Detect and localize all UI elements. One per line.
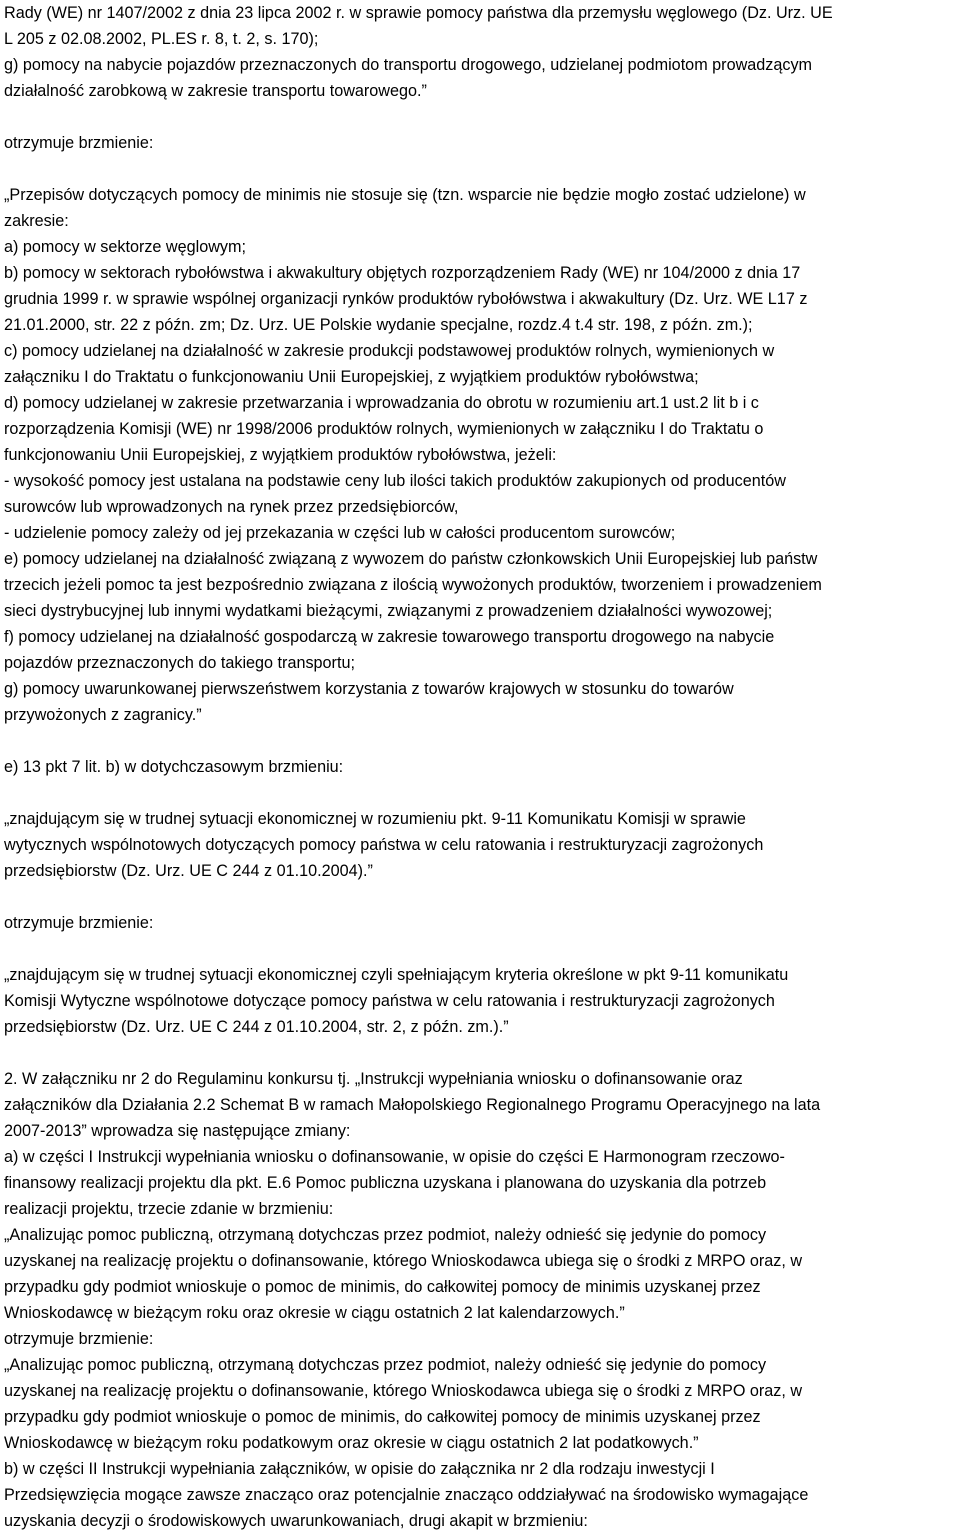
text-line: przedsiębiorstw (Dz. Urz. UE C 244 z 01.10.2004).”	[4, 862, 373, 880]
text-block	[4, 962, 952, 1040]
paragraph-spacer	[4, 884, 952, 910]
text-line: załączniku I do Traktatu o funkcjonowaniu Unii Europejskiej, z wyjątkiem produktów rybołówstwa;	[4, 368, 699, 386]
text-line: przypadku gdy podmiot wnioskuje o pomoc de minimis, do całkowitej pomocy de minimis uzyskanej przez	[4, 1408, 761, 1426]
text-line: rozporządzenia Komisji (WE) nr 1998/2006 produktów rolnych, wymienionych w załączniku I do Traktatu o	[4, 420, 764, 438]
text-line: g) pomocy na nabycie pojazdów przeznaczonych do transportu drogowego, udzielanej podmiotom prowadzącym	[4, 56, 813, 74]
text-line: uzyskanej na realizację projektu o dofinansowanie, którego Wnioskodawca ubiega się o środki z MRPO oraz, w	[4, 1252, 803, 1270]
text-line: 2007-2013” wprowadza się następujące zmiany:	[4, 1122, 351, 1140]
text-line: a) pomocy w sektorze węglowym;	[4, 238, 246, 256]
text-block	[4, 1066, 952, 1534]
paragraph-spacer	[4, 1040, 952, 1066]
text-line: surowców lub wprowadzonych na rynek przez przedsiębiorców,	[4, 498, 459, 516]
text-line: c) pomocy udzielanej na działalność w zakresie produkcji podstawowej produktów rolnych, wymienionych w	[4, 342, 775, 360]
text-block	[4, 806, 952, 884]
text-block	[4, 754, 952, 780]
text-line: b) w części II Instrukcji wypełniania załączników, w opisie do załącznika nr 2 dla rodzaju inwestycji I	[4, 1460, 715, 1478]
text-line: sieci dystrybucyjnej lub innymi wydatkami bieżącymi, związanymi z prowadzeniem działalności wywozowej;	[4, 602, 773, 620]
text-line: a) w części I Instrukcji wypełniania wniosku o dofinansowanie, w opisie do części E Harmonogram rzeczowo-	[4, 1148, 785, 1166]
text-block	[4, 910, 952, 936]
text-line: „Analizując pomoc publiczną, otrzymaną dotychczas przez podmiot, należy odnieść się jedynie do pomocy	[4, 1356, 767, 1374]
paragraph-spacer	[4, 936, 952, 962]
text-line: e) pomocy udzielanej na działalność związaną z wywozem do państw członkowskich Unii Europejskiej lub państw	[4, 550, 818, 568]
text-line: otrzymuje brzmienie:	[4, 1330, 154, 1348]
text-line: Wnioskodawcę w bieżącym roku oraz okresie w ciągu ostatnich 2 lat kalendarzowych.”	[4, 1304, 625, 1322]
text-line: g) pomocy uwarunkowanej pierwszeństwem korzystania z towarów krajowych w stosunku do towarów	[4, 680, 734, 698]
text-line: wytycznych wspólnotowych dotyczących pomocy państwa w celu ratowania i restrukturyzacji zagrożonych	[4, 836, 764, 854]
text-line: - wysokość pomocy jest ustalana na podstawie ceny lub ilości takich produktów zakupionych od producentów	[4, 472, 786, 490]
text-line: pojazdów przeznaczonych do takiego transportu;	[4, 654, 355, 672]
text-line: - udzielenie pomocy zależy od jej przekazania w części lub w całości producentom surowców;	[4, 524, 676, 542]
text-line: załączników dla Działania 2.2 Schemat B w ramach Małopolskiego Regionalnego Programu Operacyjnego na lata	[4, 1096, 821, 1114]
text-line: Rady (WE) nr 1407/2002 z dnia 23 lipca 2002 r. w sprawie pomocy państwa dla przemysłu węglowego (Dz. Urz. UE	[4, 4, 833, 22]
text-line: Przedsięwzięcia mogące zawsze znacząco oraz potencjalnie znacząco oddziaływać na środowisko wymagające	[4, 1486, 809, 1504]
text-line: „znajdującym się w trudnej sytuacji ekonomicznej czyli spełniającym kryteria określone w pkt 9-11 komunikatu	[4, 966, 789, 984]
text-line: uzyskania decyzji o środowiskowych uwarunkowaniach, drugi akapit w brzmieniu:	[4, 1512, 588, 1530]
text-block	[4, 130, 952, 156]
text-line: L 205 z 02.08.2002, PL.ES r. 8, t. 2, s. 170);	[4, 30, 319, 48]
text-block	[4, 182, 952, 728]
text-line: funkcjonowaniu Unii Europejskiej, z wyjątkiem produktów rybołówstwa, jeżeli:	[4, 446, 557, 464]
text-line: otrzymuje brzmienie:	[4, 134, 154, 152]
text-line: 2. W załączniku nr 2 do Regulaminu konkursu tj. „Instrukcji wypełniania wniosku o dofinansowanie oraz	[4, 1070, 743, 1088]
text-line: zakresie:	[4, 212, 69, 230]
text-line: przywożonych z zagranicy.”	[4, 706, 202, 724]
text-line: „Przepisów dotyczących pomocy de minimis nie stosuje się (tzn. wsparcie nie będzie mogło zostać udzielone) w	[4, 186, 806, 204]
text-line: otrzymuje brzmienie:	[4, 914, 154, 932]
text-line: przedsiębiorstw (Dz. Urz. UE C 244 z 01.10.2004, str. 2, z późn. zm.).”	[4, 1018, 509, 1036]
text-line: realizacji projektu, trzecie zdanie w brzmieniu:	[4, 1200, 334, 1218]
paragraph-spacer	[4, 780, 952, 806]
text-line: d) pomocy udzielanej w zakresie przetwarzania i wprowadzania do obrotu w rozumieniu art.1 ust.2 lit b i c	[4, 394, 759, 412]
text-line: „znajdującym się w trudnej sytuacji ekonomicznej w rozumieniu pkt. 9-11 Komunikatu Komisji w sprawie	[4, 810, 746, 828]
paragraph-spacer	[4, 728, 952, 754]
text-line: Wnioskodawcę w bieżącym roku podatkowym oraz okresie w ciągu ostatnich 2 lat podatkowych.”	[4, 1434, 699, 1452]
paragraph-spacer	[4, 156, 952, 182]
text-line: b) pomocy w sektorach rybołówstwa i akwakultury objętych rozporządzeniem Rady (WE) nr 104/2000 z dnia 17	[4, 264, 801, 282]
text-line: trzecich jeżeli pomoc ta jest bezpośrednio związana z ilością wywożonych produktów, tworzeniem i prowadzeniem	[4, 576, 822, 594]
text-block	[4, 0, 952, 104]
text-line: f) pomocy udzielanej na działalność gospodarczą w zakresie towarowego transportu drogowego na nabycie	[4, 628, 775, 646]
text-line: 21.01.2000, str. 22 z późn. zm; Dz. Urz. UE Polskie wydanie specjalne, rozdz.4 t.4 str. 198, z późn. zm.);	[4, 316, 753, 334]
text-line: grudnia 1999 r. w sprawie wspólnej organizacji rynków produktów rybołówstwa i akwakultury (Dz. Urz. WE L17 z	[4, 290, 808, 308]
text-line: uzyskanej na realizację projektu o dofinansowanie, którego Wnioskodawca ubiega się o środki z MRPO oraz, w	[4, 1382, 803, 1400]
text-line: e) 13 pkt 7 lit. b) w dotychczasowym brzmieniu:	[4, 758, 344, 776]
paragraph-spacer	[4, 104, 952, 130]
document-body	[4, 0, 952, 1534]
text-line: przypadku gdy podmiot wnioskuje o pomoc de minimis, do całkowitej pomocy de minimis uzyskanej przez	[4, 1278, 761, 1296]
text-line: Komisji Wytyczne wspólnotowe dotyczące pomocy państwa w celu ratowania i restrukturyzacji zagrożonych	[4, 992, 775, 1010]
text-line: „Analizując pomoc publiczną, otrzymaną dotychczas przez podmiot, należy odnieść się jedynie do pomocy	[4, 1226, 767, 1244]
text-line: finansowy realizacji projektu dla pkt. E.6 Pomoc publiczna uzyskana i planowana do uzyskania dla potrzeb	[4, 1174, 767, 1192]
text-line: działalność zarobkową w zakresie transportu towarowego.”	[4, 82, 427, 100]
